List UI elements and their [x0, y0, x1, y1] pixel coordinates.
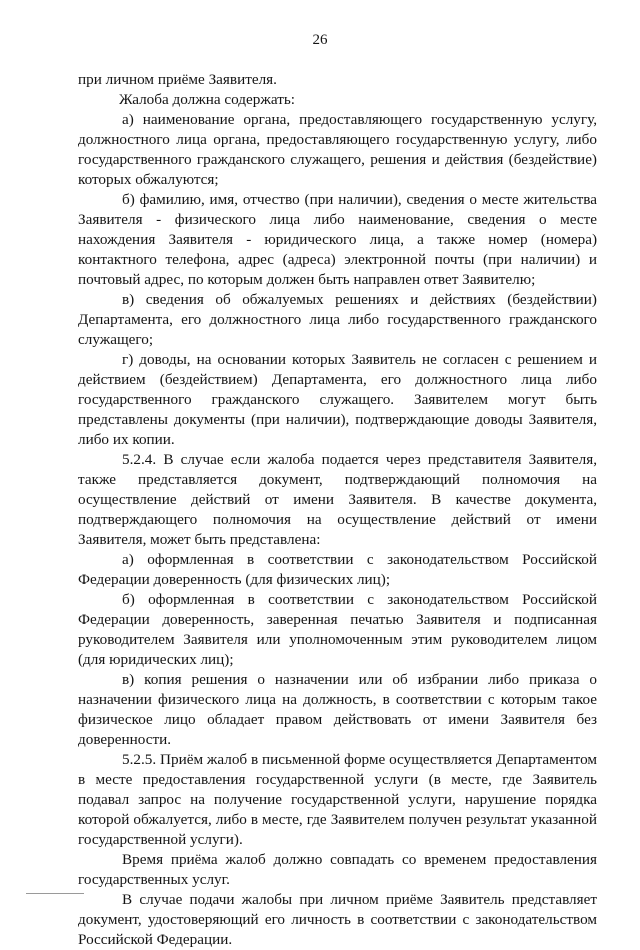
- footer-rule: [26, 893, 84, 894]
- paragraph-item-b-applicant-details: б) фамилию, имя, отчество (при наличии), сведения о месте жительства Заявителя - физического лица либо наименование, сведения о месте нахождения Заявителя - юридического лица, а также номер (номера) контактного телефона, адрес (адреса) электронной почты (при наличии) и почтовый адрес, по которым должен быть направлен ответ Заявителю;: [78, 191, 597, 288]
- paragraph-personal-reception: В случае подачи жалобы при личном приёме Заявитель представляет документ, удостоверяющий его личность в соответствии с законодательством Российской Федерации.: [78, 891, 597, 948]
- page-number: 26: [312, 32, 328, 48]
- document-body: [78, 70, 597, 950]
- paragraph-5-2-4: 5.2.4. В случае если жалоба подается через представителя Заявителя, также представляется документ, подтверждающий полномочия на осуществление действий от имени Заявителя. В качестве документа, подтверждающего полномочия на осуществление действий от имени Заявителя, может быть представлена:: [78, 451, 597, 548]
- paragraph-item-a-organ: а) наименование органа, предоставляющего государственную услугу, должностного лица органа, предоставляющего государственную услугу, либо государственного гражданского служащего, решения и действия (бездействие) которых обжалуются;: [78, 111, 597, 188]
- paragraph-item-g-arguments: г) доводы, на основании которых Заявитель не согласен с решением и действием (бездействием) Департамента, его должностного лица либо государственного гражданского служащего. Заявителем могут быть представлены документы (при наличии), подтверждающие доводы Заявителя, либо их копии.: [78, 351, 597, 448]
- paragraph-reception-time: Время приёма жалоб должно совпадать со временем предоставления государственных услуг.: [78, 851, 597, 888]
- paragraph-complaint-contents-intro: Жалоба должна содержать:: [119, 91, 295, 108]
- paragraph-item-v-decisions: в) сведения об обжалуемых решениях и действиях (бездействии) Департамента, его должностного лица либо государственного гражданского служащего;: [78, 291, 597, 348]
- paragraph-proxy-b: б) оформленная в соответствии с законодательством Российской Федерации доверенность, заверенная печатью Заявителя и подписанная руководителем Заявителя или уполномоченным этим руководителем лицом (для юридических лиц);: [78, 591, 597, 668]
- paragraph-proxy-v: в) копия решения о назначении или об избрании либо приказа о назначении физического лица на должность, в соответствии с которым такое физическое лицо обладает правом действовать от имени Заявителя без доверенности.: [78, 671, 597, 748]
- paragraph-continuation: при личном приёме Заявителя.: [78, 71, 277, 88]
- paragraph-5-2-5: 5.2.5. Приём жалоб в письменной форме осуществляется Департаментом в месте предоставления государственной услуги (в месте, где Заявитель подавал запрос на получение государственной услуги, нарушение порядка которой обжалуется, либо в месте, где Заявителем получен результат указанной государственной услуги).: [78, 751, 597, 848]
- paragraph-proxy-a: а) оформленная в соответствии с законодательством Российской Федерации доверенность (для физических лиц);: [78, 551, 597, 588]
